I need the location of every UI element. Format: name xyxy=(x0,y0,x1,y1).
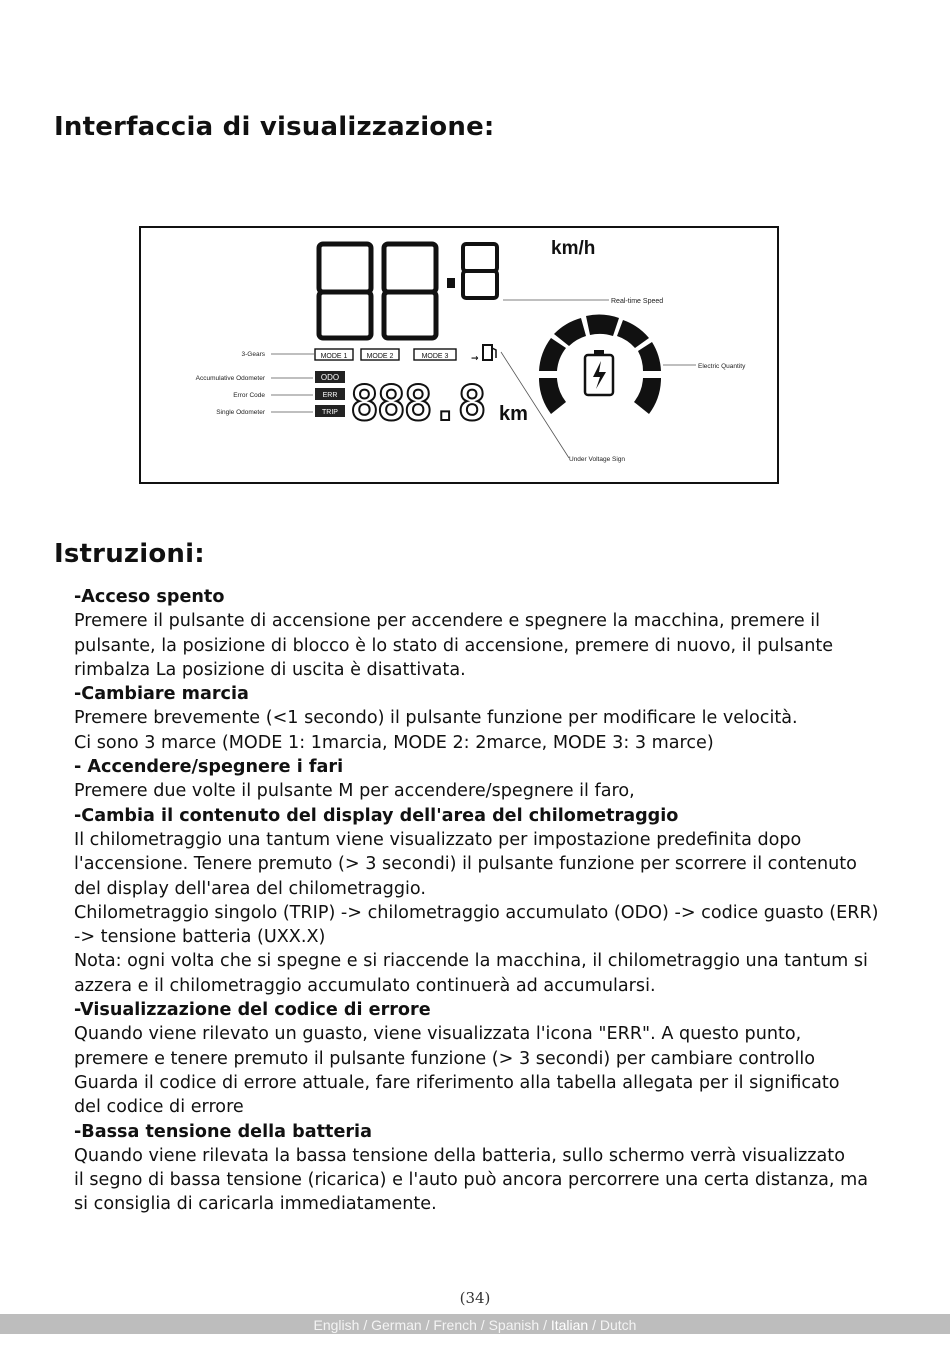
section-heading: -Cambia il contenuto del display dell'area del chilometraggio xyxy=(74,805,679,826)
section-heading: - Accendere/spegnere i fari xyxy=(74,757,344,778)
fuel-icon xyxy=(483,345,496,360)
section-line: pulsante, la posizione di blocco è lo stato di accensione, premere di nuovo, il pulsante xyxy=(74,635,834,656)
section-line: Chilometraggio singolo (TRIP) -> chilometraggio accumulato (ODO) -> codice guasto (ERR) xyxy=(74,902,879,923)
tag-trip: TRIP xyxy=(322,409,338,416)
mode-tags xyxy=(315,371,345,417)
label-error-code: Error Code xyxy=(233,392,265,399)
gear-mode-1: MODE 1 xyxy=(320,353,348,360)
section-line: l'accensione. Tenere premuto (> 3 secondi) il pulsante funzione per scorrere il contenuto xyxy=(74,854,857,875)
section-line: Premere brevemente (<1 secondo) il pulsante funzione per modificare le velocità. xyxy=(74,708,798,729)
section-line: si consiglia di caricarla immediatamente. xyxy=(74,1194,437,1215)
section-line: del codice di errore xyxy=(74,1097,244,1118)
label-real-time-speed: Real-time Speed xyxy=(611,298,664,305)
section-line: del display dell'area del chilometraggio. xyxy=(74,878,426,899)
section-heading: -Cambiare marcia xyxy=(74,684,249,705)
language-list-before: English / German / French / Spanish / xyxy=(313,1317,551,1333)
speed-digit-3 xyxy=(463,244,497,298)
label-accumulative-odometer: Accumulative Odometer xyxy=(195,375,265,382)
page-title: Interfaccia di visualizzazione: xyxy=(54,112,495,142)
display-diagram xyxy=(139,226,779,484)
section-line: il segno di bassa tensione (ricarica) e l'auto può ancora percorrere una certa distanza, ma xyxy=(74,1170,869,1191)
instructions-title: Istruzioni: xyxy=(54,539,205,569)
speed-digit-1 xyxy=(319,244,371,338)
section-line: Premere il pulsante di accensione per accendere e spegnere la macchina, premere il xyxy=(74,611,821,632)
odometer-unit: km xyxy=(499,403,528,425)
section-line: -> tensione batteria (UXX.X) xyxy=(74,927,326,948)
section-line: Il chilometraggio una tantum viene visualizzato per impostazione predefinita dopo xyxy=(74,829,802,850)
arrow-icon: → xyxy=(471,354,479,364)
section-line: Premere due volte il pulsante M per accendere/spegnere il faro, xyxy=(74,781,635,802)
section-heading: -Acceso spento xyxy=(74,587,225,607)
tag-err: ERR xyxy=(322,392,338,399)
section-line: Nota: ogni volta che si spegne e si riaccende la macchina, il chilometraggio una tantum si xyxy=(74,951,868,972)
label-gears: 3-Gears xyxy=(241,351,265,358)
gear-boxes xyxy=(315,349,456,360)
section-line: rimbalza La posizione di uscita è disattivata. xyxy=(74,659,466,680)
odometer-digits: 888.8 xyxy=(350,376,485,432)
language-list-after: / Dutch xyxy=(588,1317,637,1333)
label-electric-quantity: Electric Quantity xyxy=(698,363,746,370)
language-active: Italian xyxy=(550,1317,589,1333)
gear-mode-3: MODE 3 xyxy=(421,353,449,360)
section-line: Ci sono 3 marce (MODE 1: 1marcia, MODE 2: 2marce, MODE 3: 3 marce) xyxy=(74,732,714,753)
gear-mode-2: MODE 2 xyxy=(366,353,394,360)
label-under-voltage-sign: Under Voltage Sign xyxy=(569,456,626,463)
page-number: (34) xyxy=(459,1289,491,1307)
label-single-odometer: Single Odometer xyxy=(216,409,265,416)
lcd-figure xyxy=(141,228,777,482)
section-heading: -Bassa tensione della batteria xyxy=(74,1121,372,1142)
speed-digit-2 xyxy=(384,244,436,338)
language-bar xyxy=(0,1314,950,1334)
section-line: azzera e il chilometraggio accumulato continuerà ad accumularsi. xyxy=(74,975,656,996)
section-line: Quando viene rilevata la bassa tensione della batteria, sullo schermo verrà visualizzato xyxy=(74,1145,845,1166)
section-line: Guarda il codice di errore attuale, fare riferimento alla tabella allegata per il significato xyxy=(74,1072,840,1093)
left-labels xyxy=(196,351,314,416)
speed-decimal-point xyxy=(447,278,455,288)
tag-odo: ODO xyxy=(320,373,340,382)
battery-icon xyxy=(585,350,613,395)
speed-unit: km/h xyxy=(551,238,596,259)
section-line: Quando viene rilevato un guasto, viene visualizzata l'icona "ERR". A questo punto, xyxy=(74,1024,802,1045)
section-heading: -Visualizzazione del codice di errore xyxy=(74,1000,431,1021)
instructions-body xyxy=(74,585,904,1217)
section-line: premere e tenere premuto il pulsante funzione (> 3 secondi) per cambiare controllo xyxy=(74,1048,815,1069)
